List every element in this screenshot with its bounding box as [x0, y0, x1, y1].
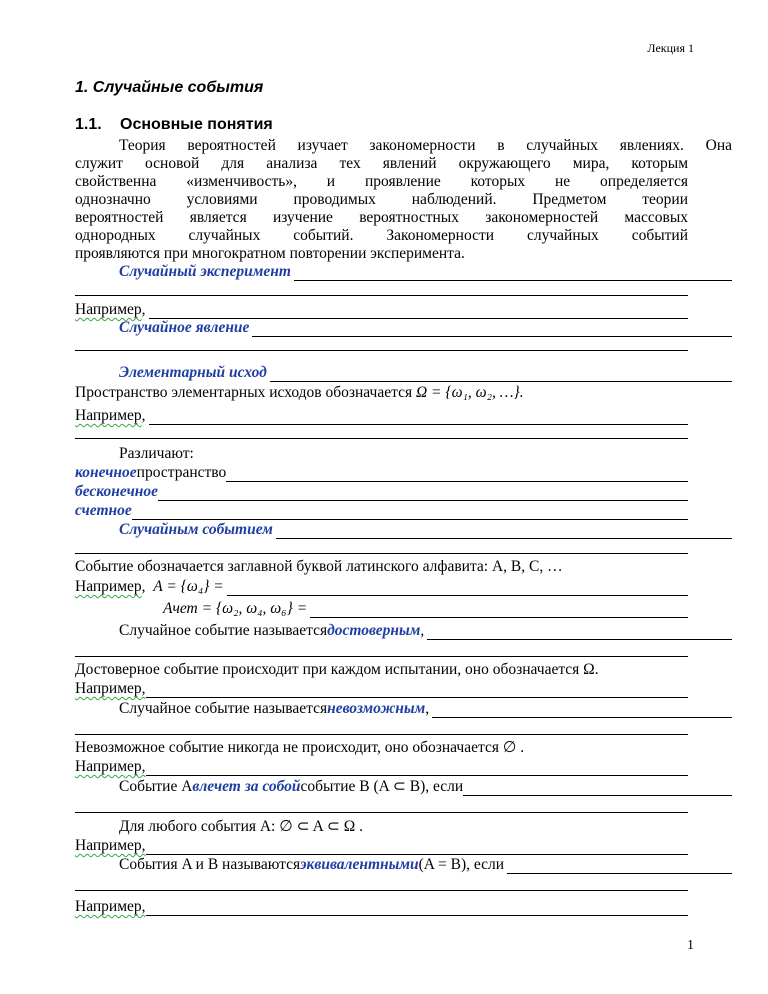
example-row: Например , [75, 301, 688, 319]
impossible-pre: Случайное событие называется [119, 700, 328, 717]
term-phenomenon: Случайное явление [119, 319, 250, 336]
example-label: Например, [75, 898, 146, 915]
example-label: Например, [75, 680, 146, 697]
example-a-formula: A = {ω₄} = [153, 578, 224, 595]
answer-blank[interactable] [75, 656, 688, 657]
answer-blank[interactable] [75, 553, 688, 554]
term-outcome-row [75, 364, 732, 382]
term-certain: достоверным [327, 622, 421, 639]
answer-blank[interactable] [427, 626, 732, 640]
answer-blank[interactable] [432, 704, 732, 718]
term-experiment: Случайный эксперимент [119, 263, 291, 280]
example-even-row [163, 600, 688, 618]
running-header: Лекция 1 [647, 41, 694, 55]
section-title: 1. Случайные события [75, 79, 264, 96]
term-equivalent: эквивалентными [300, 856, 419, 873]
equiv-post: (A = B), если [418, 856, 505, 873]
sample-space-text: Пространство элементарных исходов обозначается [75, 384, 413, 401]
implies-pre: Событие A [119, 778, 193, 795]
intro-line: служит основой для анализа тех явлений окружающего мира, которым [75, 155, 688, 172]
answer-blank[interactable] [310, 604, 688, 618]
implies-row [75, 778, 732, 796]
distinguish-label: Различают: [119, 445, 194, 462]
answer-blank[interactable] [75, 734, 688, 735]
space-word: пространство [136, 464, 227, 481]
example-row [75, 758, 688, 776]
event-notation [75, 558, 688, 576]
example-row: Например , [75, 407, 688, 425]
term-event-row [75, 521, 732, 539]
term-impossible: невозможным [327, 700, 426, 717]
event-notation-text: Событие обозначается заглавной буквой латинского алфавита: A, B, C, … [75, 558, 563, 575]
certain-pre: Случайное событие называется [119, 622, 328, 639]
example-row [75, 837, 688, 855]
certain-note: Достоверное событие происходит при каждом испытании, оно обозначается Ω. [75, 661, 599, 678]
subsection-number: 1.1. [75, 116, 102, 133]
answer-blank[interactable] [146, 841, 688, 855]
subsection-title [75, 116, 273, 134]
answer-blank[interactable] [227, 582, 688, 596]
any-event-row: Для любого события A: ∅ ⊂ A ⊂ Ω . [119, 818, 363, 835]
answer-blank[interactable] [146, 684, 688, 698]
answer-blank[interactable] [149, 305, 688, 319]
sample-space-formula: Ω = {ω₁, ω₂, …}. [415, 384, 524, 401]
term-infinite: бесконечное [75, 483, 158, 500]
example-label: Например [75, 578, 142, 595]
impossible-note: Невозможное событие никогда не происходит, оно обозначается ∅ . [75, 739, 525, 756]
intro-line: свойственна «изменчивость», и проявление которых не определяется [75, 173, 688, 190]
answer-blank[interactable] [146, 902, 688, 916]
answer-blank[interactable] [226, 468, 688, 482]
example-label: Например [75, 301, 142, 318]
intro-line: однородных случайных событий. Закономерности случайных событий [75, 227, 688, 244]
answer-blank[interactable] [75, 295, 688, 296]
intro-line: вероятностей является изучение вероятностных закономерностей массовых [75, 209, 688, 226]
certain-row: Случайное событие называется достоверным , [75, 622, 732, 640]
intro-line: Теория вероятностей изучает закономерности в случайных явлениях. Она [119, 137, 732, 154]
answer-blank[interactable] [75, 890, 688, 891]
term-experiment-row [75, 263, 732, 281]
example-row [75, 680, 688, 698]
example-even-formula: Aчет = {ω₂, ω₄, ω₆} = [163, 600, 308, 617]
example-row [75, 898, 688, 916]
example-label: Например [75, 407, 142, 424]
example-label: Например, [75, 837, 146, 854]
answer-blank[interactable] [463, 782, 732, 796]
term-event: Случайным событием [119, 521, 273, 538]
countable-row [75, 502, 688, 520]
answer-blank[interactable] [270, 368, 732, 382]
term-phenomenon-row [75, 319, 732, 337]
answer-blank[interactable] [276, 525, 732, 539]
finite-row [75, 464, 688, 482]
page-number: 1 [687, 938, 694, 953]
answer-blank[interactable] [132, 506, 688, 520]
intro-line: однозначно условиями проводимых наблюдений. Предметом теории [75, 191, 688, 208]
implies-post: событие B (A ⊂ B), если [300, 778, 464, 795]
impossible-row: Случайное событие называется невозможным , [75, 700, 732, 718]
term-countable: счетное [75, 502, 132, 519]
term-implies: влечет за собой [192, 778, 301, 795]
sample-space-row [75, 384, 688, 402]
infinite-row [75, 483, 688, 501]
answer-blank[interactable] [149, 411, 688, 425]
answer-blank[interactable] [146, 762, 688, 776]
equiv-row [75, 856, 732, 874]
subsection-name: Основные понятия [120, 116, 273, 133]
intro-line: проявляются при многократном повторении эксперимента. [75, 245, 465, 262]
answer-blank[interactable] [75, 438, 688, 439]
answer-blank[interactable] [294, 267, 732, 281]
example-a-row: Например , A = {ω₄} = [75, 578, 688, 596]
answer-blank[interactable] [507, 860, 732, 874]
equiv-pre: События A и B называются [119, 856, 301, 873]
answer-blank[interactable] [252, 323, 732, 337]
answer-blank[interactable] [75, 812, 688, 813]
answer-blank[interactable] [158, 487, 688, 501]
answer-blank[interactable] [75, 350, 688, 351]
example-label: Например, [75, 758, 146, 775]
term-finite: конечное [75, 464, 137, 481]
term-outcome: Элементарный исход [119, 364, 267, 381]
